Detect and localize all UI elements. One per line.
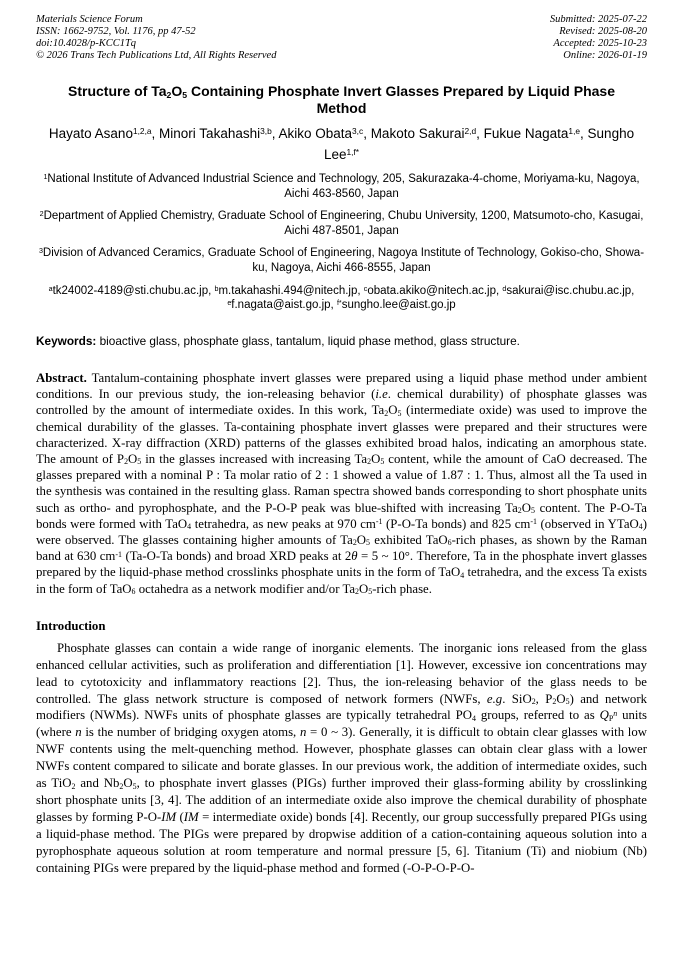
affiliation-2: $^2$Department of Applied Chemistry, Graduate School of Engineering, Chubu University, 1200, Matsumoto-cho, Kasugai, Aichi 487-8501, Japan	[39, 209, 644, 237]
revised-date: Revised: 2025-08-20	[559, 26, 647, 37]
keywords-line: Keywords: bioactive glass, phosphate glass, tantalum, liquid phase method, glass structure.	[36, 334, 520, 348]
journal-name: Materials Science Forum	[36, 14, 143, 25]
authors-line: Hayato Asano$^{1,2,a}$, Minori Takahashi$^{3,b}$, Akiko Obata$^{3,c}$, Makoto Sakurai$^{2,d}$, Fukue Nagata$^{1,e}$, Sungho Lee$^{1,f*}$	[48, 126, 635, 162]
abstract-paragraph: Abstract. Tantalum-containing phosphate invert glasses were prepared using a liquid phase method under ambient conditions. In our previous study, the ion-releasing behavior (i.e. chemical durability) of phosphate glasses was controlled by the amount of intermediate oxides. In this work, Ta2O5 (intermediate oxide) was used to improve the chemical durability of the glasses. Ta-containing phosphate invert glasses were prepared and their structures were characterized. X-ray diffraction (XRD) patterns of the glasses exhibited broad halos, indicating an amorphous state. The amount of P2O5 in the glasses increased with increasing Ta2O5 content, while the amount of CaO decreased. The glasses prepared with a nominal P : Ta molar ratio of 2 : 1 showed a value of 1.87 : 1. Thus, almost all the Ta used in the synthesis was contained in the resulting glass. Raman spectra showed bands corresponding to short phosphate units such as ortho- and pyrophosphate, and the P-O-P peak was blue-shifted with increasing Ta2O5 content. The P-O-Ta bonds were formed with TaO4 tetrahedra, as new peaks at 970 $cm^{-1}$ (P-O-Ta bonds) and 825 $cm^{-1}$ (observed in YTaO4) were observed. The glasses containing higher amounts of Ta2O5 exhibited TaO6-rich phases, as shown by the Raman band at 630 $cm^{-1}$ (Ta-O-Ta bonds) and broad XRD peaks at 2θ = 5 ~ 10°. Therefore, Ta in the phosphate invert glasses prepared by the liquid-phase method crosslinks phosphate units in the form of TaO4 tetrahedra, and the excess Ta exists in the form of TaO6 octahedra as a network modifier and/or Ta2O5-rich phase.	[36, 371, 648, 597]
journal-info	[36, 14, 276, 62]
author-emails: $^a$tk24002-4189@sti.chubu.ac.jp, $^b$m.takahashi.494@nitech.jp, $^c$obata.akiko@nitech.ac.jp, $^d$sakurai@isc.chubu.ac.jp, $^e$f.nagata@aist.go.jp, $^{f*}$sungho.lee@aist.go.jp	[48, 284, 635, 311]
issn-volume-line: ISSN: 1662-9752, Vol. 1176, pp 47-52	[36, 26, 196, 37]
online-date: Online: 2026-01-19	[563, 50, 647, 61]
affiliation-3: $^3$Division of Advanced Ceramics, Graduate School of Engineering, Nagoya Institute of Technology, Gokiso-cho, Showa-ku, Nagoya, Aichi 466-8555, Japan	[38, 246, 645, 274]
accepted-date: Accepted: 2025-10-23	[553, 38, 647, 49]
doi-line: doi:10.4028/p-KCC1Tq	[36, 38, 137, 49]
submission-dates	[550, 14, 647, 62]
paper-title: Structure of Ta2O5 Containing Phosphate Invert Glasses Prepared by Liquid Phase Method	[68, 83, 615, 116]
section-heading-introduction: Introduction	[36, 618, 106, 633]
publication-header	[36, 14, 647, 62]
affiliation-1: $^1$National Institute of Advanced Industrial Science and Technology, 205, Sakurazaka-4-chome, Moriyama-ku, Nagoya, Aichi 463-8560, Japan	[43, 172, 640, 200]
submitted-date: Submitted: 2025-07-22	[549, 14, 647, 25]
copyright-line: © 2026 Trans Tech Publications Ltd, All Rights Reserved	[36, 50, 277, 61]
introduction-paragraph: Phosphate glasses can contain a wide range of inorganic elements. The inorganic ions released from the glass enhanced cellular activities, such as proliferation and differentiation [1]. However, excessive ion concentrations may lead to cytotoxicity and inflammatory reactions [2]. Thus, the ion-releasing behavior of the glass needs to be controlled. The glass network structure is composed of network formers (NWFs, e.g. SiO2, P2O5) and network modifiers (NWMs). NWFs units of phosphate glasses are typically tetrahedral PO4 groups, referred to as $QP^n$ units (where n is the number of bridging oxygen atoms, n = 0 ~ 3). Generally, it is difficult to obtain clear glasses with low NWF contents using the melt-quenching method. However, phosphate glasses can obtain clear glass with a lower NWFs content compared to silicate and borate glasses. In our previous work, the addition of intermediate oxides, such as TiO2 and Nb2O5, to phosphate invert glasses (PIGs) further improved their glass-forming ability by crosslinking short phosphate units [3, 4]. The addition of an intermediate oxide also improve the chemical durability of phosphate glasses by forming P-O-IM (IM = intermediate oxide) bonds [4]. Recently, our group successfully prepared PIGs using a liquid-phase method. The PIGs were prepared by dropwise addition of a cation-containing aqueous solution into a pyrophosphate aqueous solution at room temperature and normal pressure [5, 6]. Titanium (Ti) and niobium (Nb) containing PIGs were prepared by the liquid-phase method and formed (-O-P-O-P-O-	[36, 640, 648, 875]
